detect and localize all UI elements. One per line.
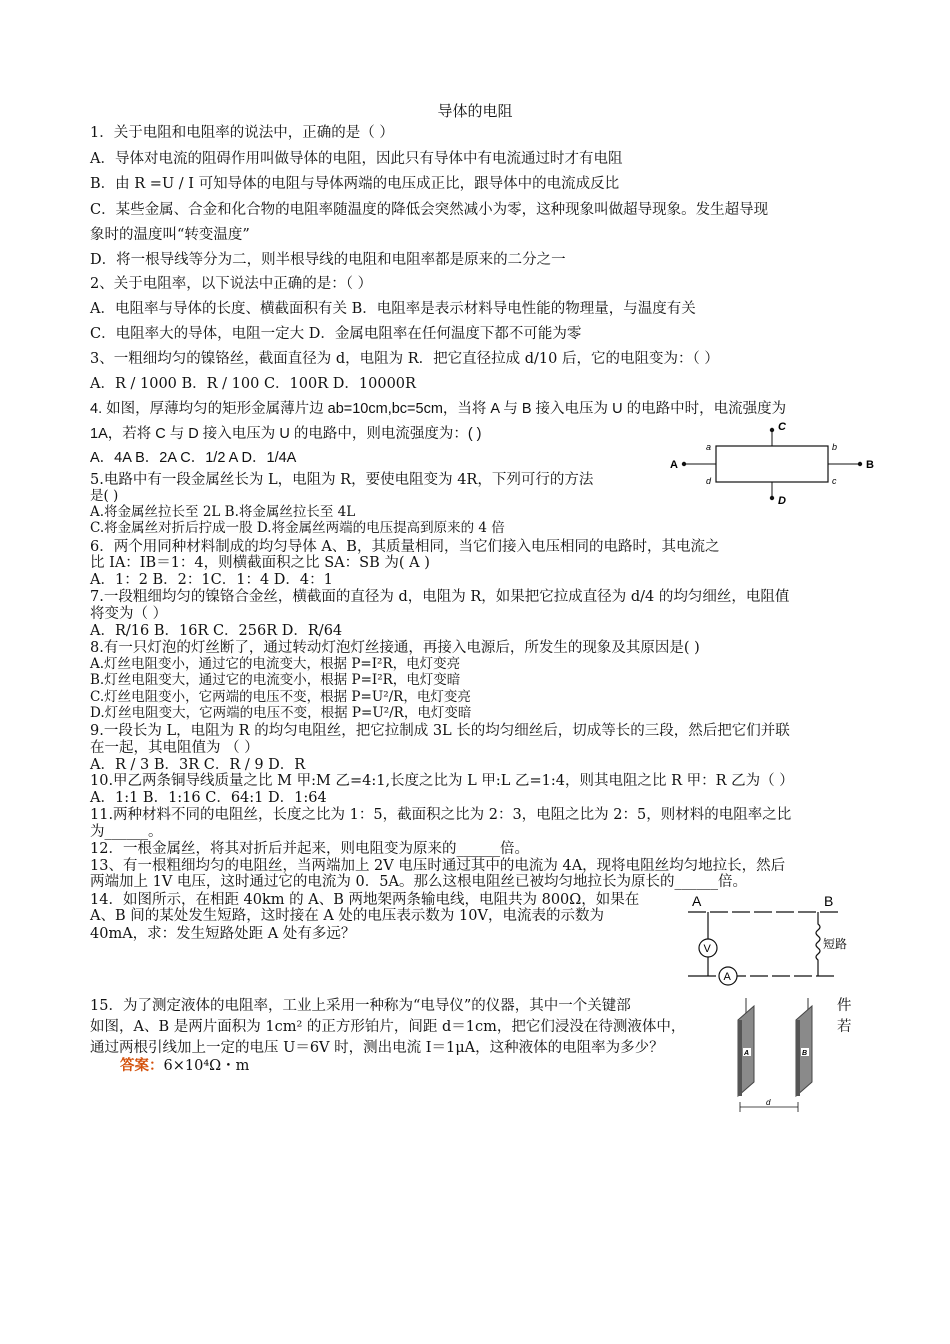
q1-option-d: D．将一根导线等分为二，则半根导线的电阻和电阻率都是原来的二分之一: [90, 252, 566, 268]
label-D: D: [778, 495, 786, 507]
sheet-rect: [716, 446, 828, 482]
q9-options: A．R / 3 B．3R C．R / 9 D．R: [90, 757, 306, 773]
q8-option-a: A.灯丝电阻变小，通过它的电流变大，根据 P=I²R，电灯变亮: [90, 656, 461, 672]
figure-metal-sheet: [668, 418, 878, 508]
page-title: 导体的电阻: [437, 102, 513, 120]
label-C: C: [778, 421, 786, 433]
q10-options: A．1:1 B．1:16 C．64:1 D．1:64: [90, 790, 327, 806]
figure-short-circuit: [680, 890, 860, 990]
q8-option-c: C.灯丝电阻变小，它两端的电压不变，根据 P=U²/R，电灯变亮: [90, 689, 471, 705]
answer-label: 答案：: [120, 1057, 164, 1074]
label-point-B: B: [824, 893, 834, 909]
q5-stem: 5.电路中有一段金属丝长为 L，电阻为 R，要使电阻变为 4R，下列可行的方法: [90, 472, 594, 488]
q1-option-c: C．某些金属、合金和化合物的电阻率随温度的降低会突然减小为零，这种现象叫做超导现象。发生超导现: [90, 202, 769, 218]
short-circuit-label: 短路: [823, 937, 848, 951]
voltmeter-label: V: [703, 943, 711, 955]
label-b: b: [832, 442, 838, 452]
q5-stem-cont: 是( ): [90, 488, 119, 504]
q15-answer: [120, 1057, 249, 1075]
label-a: a: [706, 442, 712, 452]
q11-stem: 11.两种材料不同的电阻丝，长度之比为 1：5，截面积之比为 2：3，电阻之比为 2：5，则材料的电阻率之比: [90, 807, 792, 823]
q6-stem: 6．两个用同种材料制成的均匀导体 A、B，其质量相同，当它们接入电压相同的电路时，其电流之: [90, 539, 720, 555]
q12-stem: 12．一根金属丝，将其对折后并起来，则电阻变为原来的______倍。: [90, 841, 529, 857]
plate-b-edge: [796, 1020, 800, 1096]
terminal-b-dot: [858, 462, 862, 466]
q10-stem: 10.甲乙两条铜导线质量之比 M 甲:M 乙=4:1,长度之比为 L 甲:L 乙=1:4，则其电阻之比 R 甲：R 乙为（ ）: [90, 773, 794, 789]
ammeter-label: A: [723, 971, 731, 983]
q7-options: A．R/16 B．16R C．256R D．R/64: [90, 623, 343, 639]
q1-stem: 1．关于电阻和电阻率的说法中，正确的是（ ）: [90, 125, 394, 141]
q2-options-cd: C．电阻率大的导体，电阻一定大 D．金属电阻率在任何温度下都不可能为零: [90, 326, 582, 342]
q15-side-word-1: 件: [837, 998, 852, 1014]
q4-options: A．4A B．2A C．1/2 A D．1/4A: [90, 450, 297, 466]
label-point-A: A: [692, 893, 702, 909]
q15-side-word-2: 若: [837, 1019, 852, 1035]
q2-stem: 2、关于电阻率，以下说法中正确的是：（ ）: [90, 276, 373, 292]
q2-options-ab: A．电阻率与导体的长度、横截面积有关 B．电阻率是表示材料导电性能的物理量，与温度有关: [90, 301, 696, 317]
plate-b-label: B: [802, 1050, 808, 1057]
label-d: d: [706, 476, 712, 486]
plate-a-label: A: [744, 1050, 750, 1057]
q8-option-d: D.灯丝电阻变大，它两端的电压不变，根据 P=U²/R，电灯变暗: [90, 705, 472, 721]
label-A: A: [670, 459, 678, 471]
q6-stem-cont: 比 IA：IB＝1：4，则横截面积之比 SA：SB 为( A ): [90, 555, 430, 571]
label-B: B: [866, 459, 874, 471]
q4-stem-cont: 1A，若将 C 与 D 接入电压为 U 的电路中，则电流强度为：( ): [90, 426, 482, 442]
q7-stem-cont: 将变为（ ）: [90, 606, 168, 622]
gap-label-d: d: [766, 1098, 771, 1107]
q7-stem: 7.一段粗细均匀的镍铬合金丝，横截面的直径为 d，电阻为 R，如果把它拉成直径为 d/4 的均匀细丝，电阻值: [90, 589, 790, 605]
q1-option-b: B．由 R =U / I 可知导体的电阻与导体两端的电压成正比，跟导体中的电流成反比: [90, 176, 620, 192]
q15-stem-cont2: 通过两根引线加上一定的电压 U＝6V 时，测出电流 I＝1μA，这种液体的电阻率为多少？: [90, 1040, 664, 1056]
q9-stem-cont: 在一起，其电阻值为 （ ）: [90, 740, 259, 756]
q15-stem-cont: 如图，A、B 是两片面积为 1cm² 的正方形铂片，间距 d＝1cm，把它们浸没在待测液体中，: [90, 1019, 686, 1035]
q6-options: A．1：2 B．2：1C．1：4 D．4：1: [90, 572, 333, 588]
q9-stem: 9.一段长为 L，电阻为 R 的均匀电阻丝，把它拉制成 3L 长的均匀细丝后，切成等长的三段，然后把它们并联: [90, 723, 790, 739]
q14-stem: 14．如图所示，在相距 40km 的 A、B 两地架两条输电线，电阻共为 800Ω，如果在: [90, 892, 640, 908]
q8-option-b: B.灯丝电阻变大，通过它的电流变小，根据 P=I²R，电灯变暗: [90, 672, 461, 688]
terminal-a-dot: [682, 462, 686, 466]
q11-stem-cont: 为______。: [90, 824, 163, 840]
q1-option-a: A．导体对电流的阻碍作用叫做导体的电阻，因此只有导体中有电流通过时才有电阻: [90, 151, 623, 167]
q5-options-cd: C.将金属丝对折后拧成一股 D.将金属丝两端的电压提高到原来的 4 倍: [90, 520, 505, 536]
q1-option-c-cont: 象时的温度叫“转变温度”: [90, 227, 250, 243]
answer-value: 6×10⁴Ω・m: [163, 1058, 250, 1074]
q3-stem: 3、一粗细均匀的镍铬丝，截面直径为 d，电阻为 R．把它直径拉成 d/10 后，它的电阻变为：（ ）: [90, 351, 719, 367]
label-c: c: [832, 476, 837, 486]
q14-stem-cont: A、B 间的某处发生短路，这时接在 A 处的电压表示数为 10V，电流表的示数为: [90, 908, 604, 924]
figure-conductivity-plates: [728, 990, 838, 1115]
terminal-c-dot: [770, 428, 774, 432]
q14-stem-cont2: 40mA，求：发生短路处距 A 处有多远？: [90, 926, 356, 942]
q3-options: A．R / 1000 B．R / 100 C．100R D．10000R: [90, 376, 416, 392]
q5-options-ab: A.将金属丝拉长至 2L B.将金属丝拉长至 4L: [90, 504, 356, 520]
plate-a-edge: [738, 1020, 742, 1096]
terminal-d-dot: [770, 496, 774, 500]
short-circuit-wire: [816, 912, 820, 976]
q13-stem: 13、有一根粗细均匀的电阻丝，当两端加上 2V 电压时通过其中的电流为 4A，现将电阻丝均匀地拉长，然后: [90, 858, 786, 874]
q13-stem-cont: 两端加上 1V 电压，这时通过它的电流为 0．5A。那么这根电阻丝已被均匀地拉长为原长的______倍。: [90, 874, 747, 890]
q8-stem: 8.有一只灯泡的灯丝断了，通过转动灯泡灯丝接通，再接入电源后，所发生的现象及其原因是( ): [90, 640, 700, 656]
q4-stem: 4. 如图，厚薄均匀的矩形金属薄片边 ab=10cm,bc=5cm，当将 A 与 B 接入电压为 U 的电路中时，电流强度为: [90, 401, 787, 417]
q15-stem: 15．为了测定液体的电阻率，工业上采用一种称为“电导仪”的仪器，其中一个关键部: [90, 998, 631, 1014]
